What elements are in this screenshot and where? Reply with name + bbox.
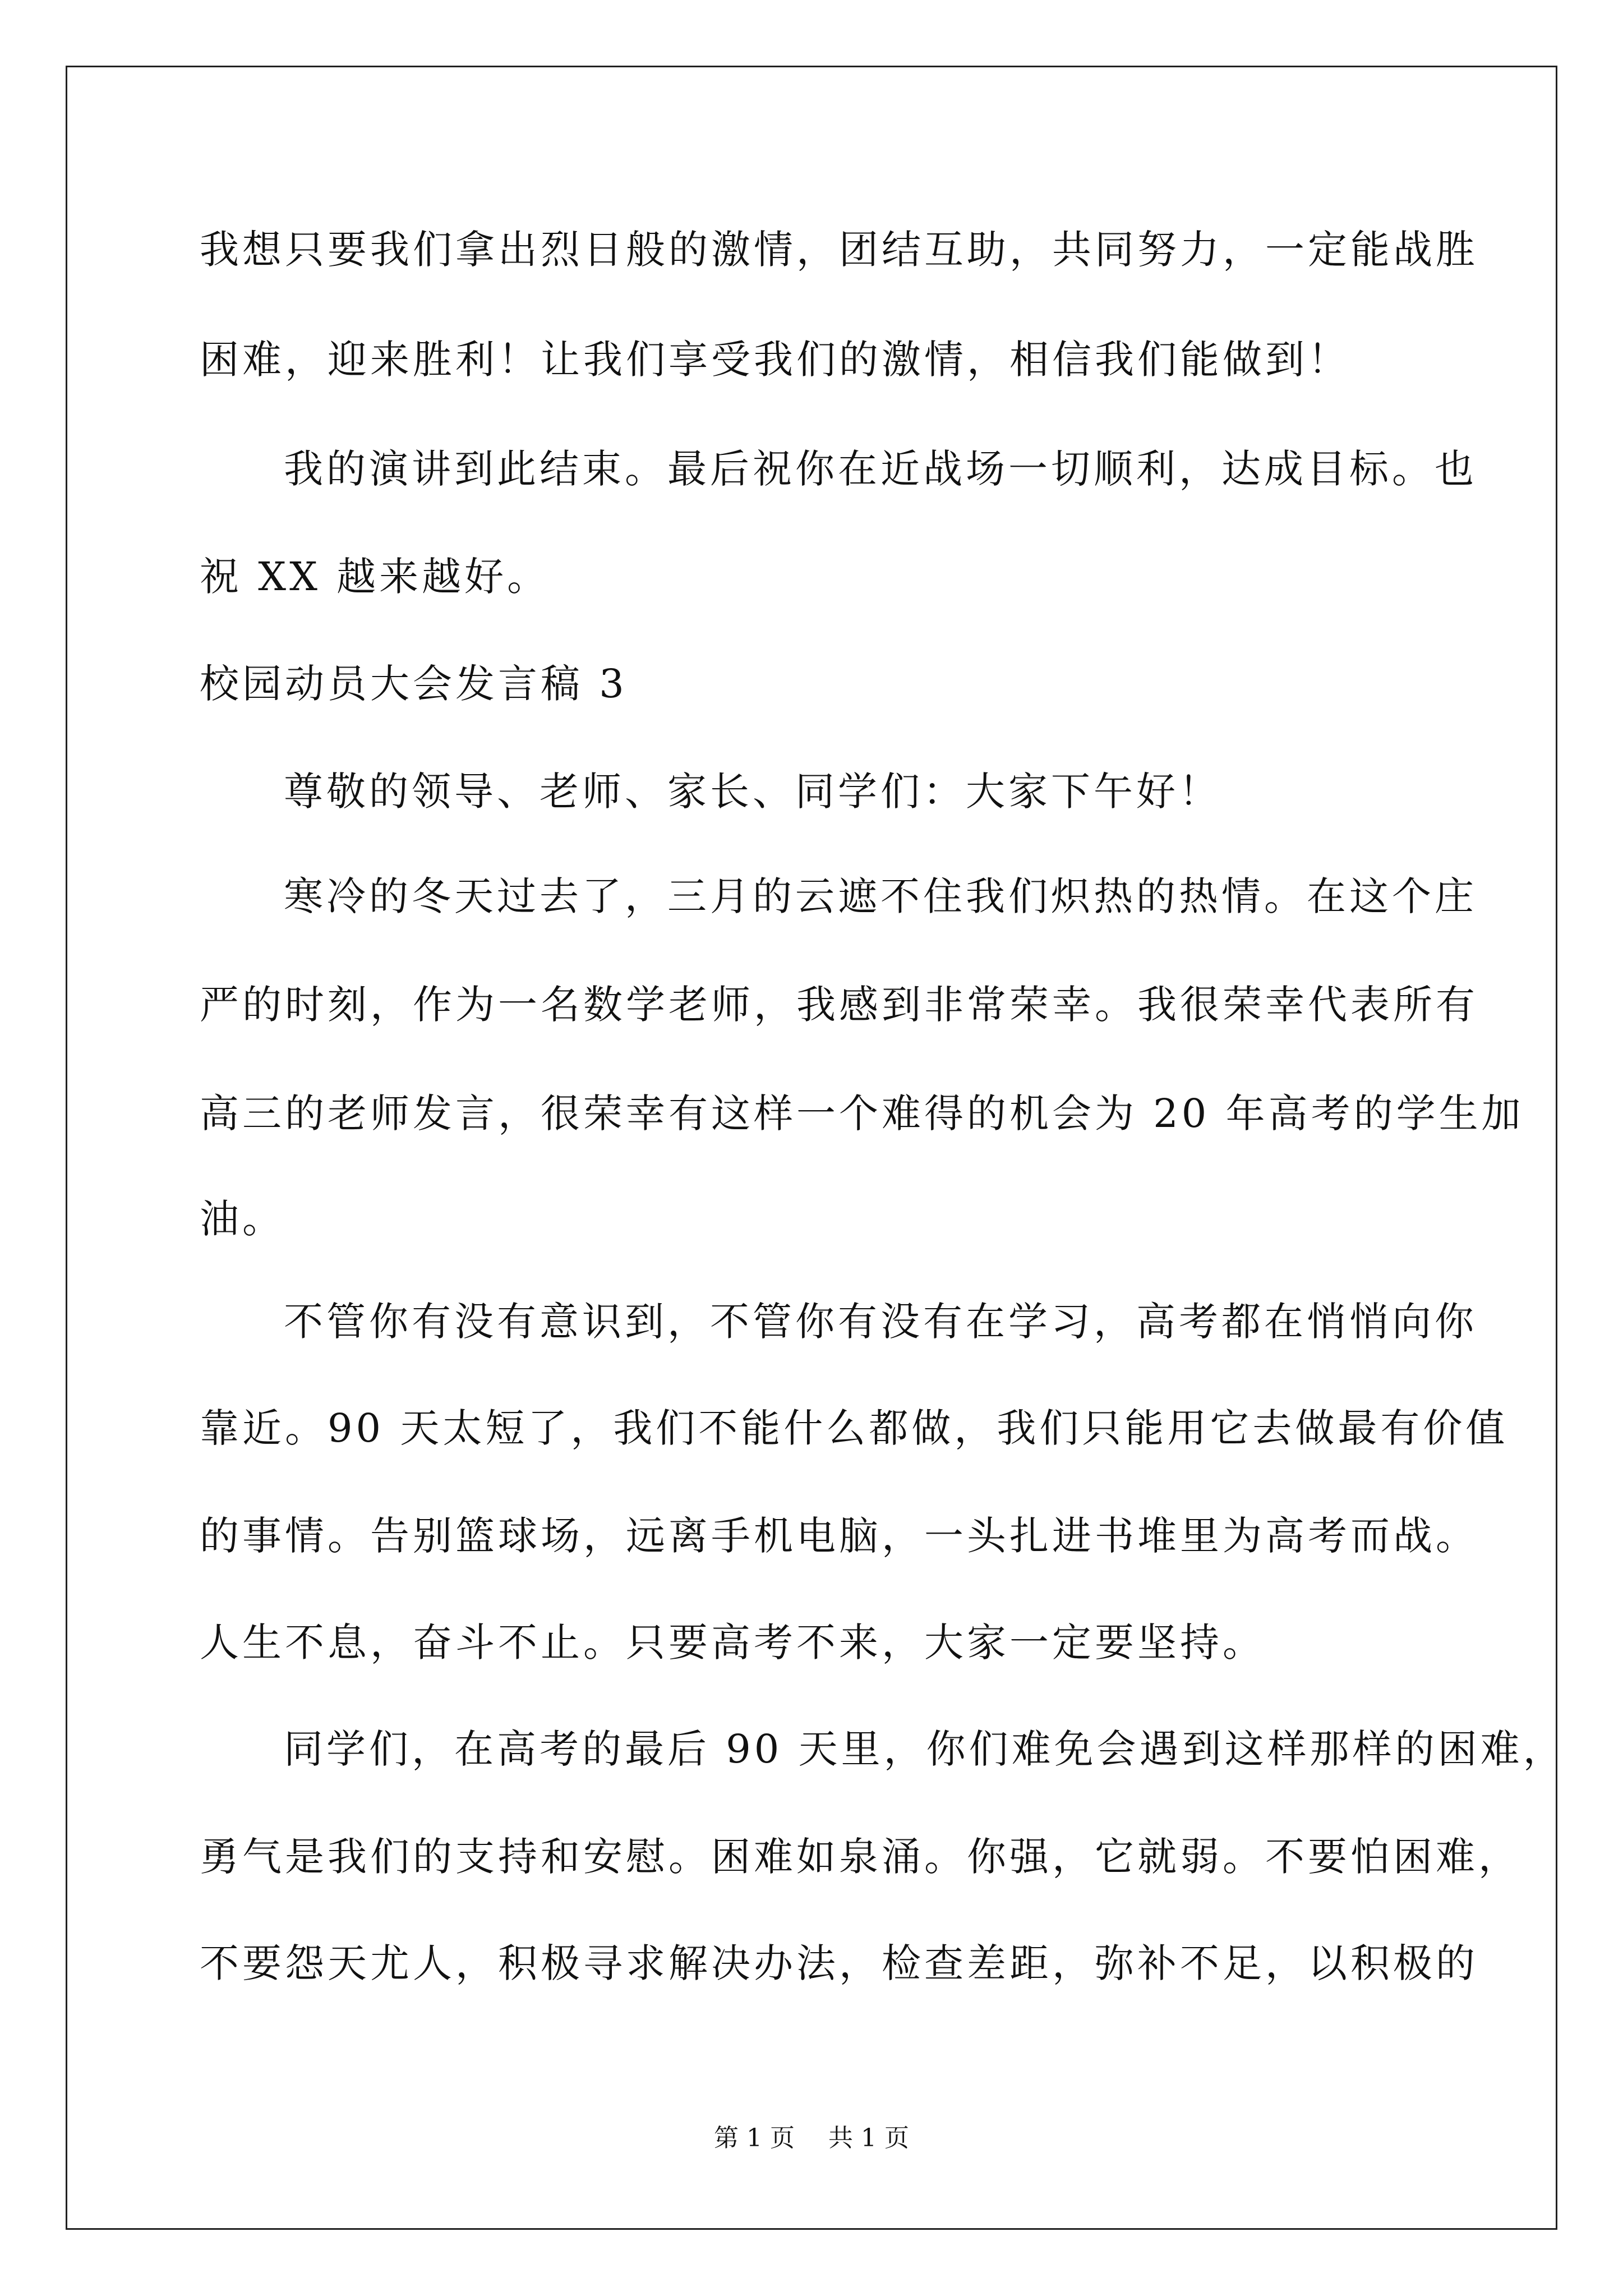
paragraph-line: 的事情。告别篮球场，远离手机电脑，一头扎进书堆里为高考而战。 (200, 1513, 1478, 1559)
paragraph-line: 人生不息，奋斗不止。只要高考不来，大家一定要坚持。 (200, 1619, 1265, 1665)
paragraph-line: 我的演讲到此结束。最后祝你在近战场一切顺利，达成目标。也 (284, 446, 1477, 492)
paragraph-line: 困难，迎来胜利！让我们享受我们的激情，相信我们能做到！ (200, 337, 1350, 383)
paragraph-line: 靠近。90 天太短了，我们不能什么都做，我们只能用它去做最有价值 (200, 1405, 1509, 1451)
paragraph-line: 油。 (200, 1196, 285, 1242)
paragraph-line: 勇气是我们的支持和安慰。困难如泉涌。你强，它就弱。不要怕困难， (200, 1834, 1521, 1880)
paragraph-line: 同学们，在高考的最后 90 天里，你们难免会遇到这样那样的困难， (284, 1726, 1566, 1772)
paragraph-line: 我想只要我们拿出烈日般的激情，团结互助，共同努力，一定能战胜 (200, 227, 1478, 273)
page-total: 共 1 页 (828, 2124, 909, 2152)
paragraph-line: 祝 XX 越来越好。 (200, 554, 550, 600)
page-border (66, 66, 1557, 2230)
greeting-line: 尊敬的领导、老师、家长、同学们：大家下午好！ (284, 769, 1221, 815)
paragraph-line: 不要怨天尤人，积极寻求解决办法，检查差距，弥补不足，以积极的 (200, 1940, 1478, 1986)
paragraph-line: 严的时刻，作为一名数学老师，我感到非常荣幸。我很荣幸代表所有 (200, 982, 1478, 1028)
section-heading: 校园动员大会发言稿 3 (200, 661, 628, 707)
paragraph-line: 高三的老师发言，很荣幸有这样一个难得的机会为 20 年高考的学生加 (200, 1091, 1524, 1137)
page-number: 第 1 页 (714, 2124, 795, 2152)
paragraph-line: 寒冷的冬天过去了，三月的云遮不住我们炽热的热情。在这个庄 (284, 873, 1477, 919)
paragraph-line: 不管你有没有意识到，不管你有没有在学习，高考都在悄悄向你 (284, 1299, 1477, 1345)
page-footer (0, 2122, 1623, 2155)
